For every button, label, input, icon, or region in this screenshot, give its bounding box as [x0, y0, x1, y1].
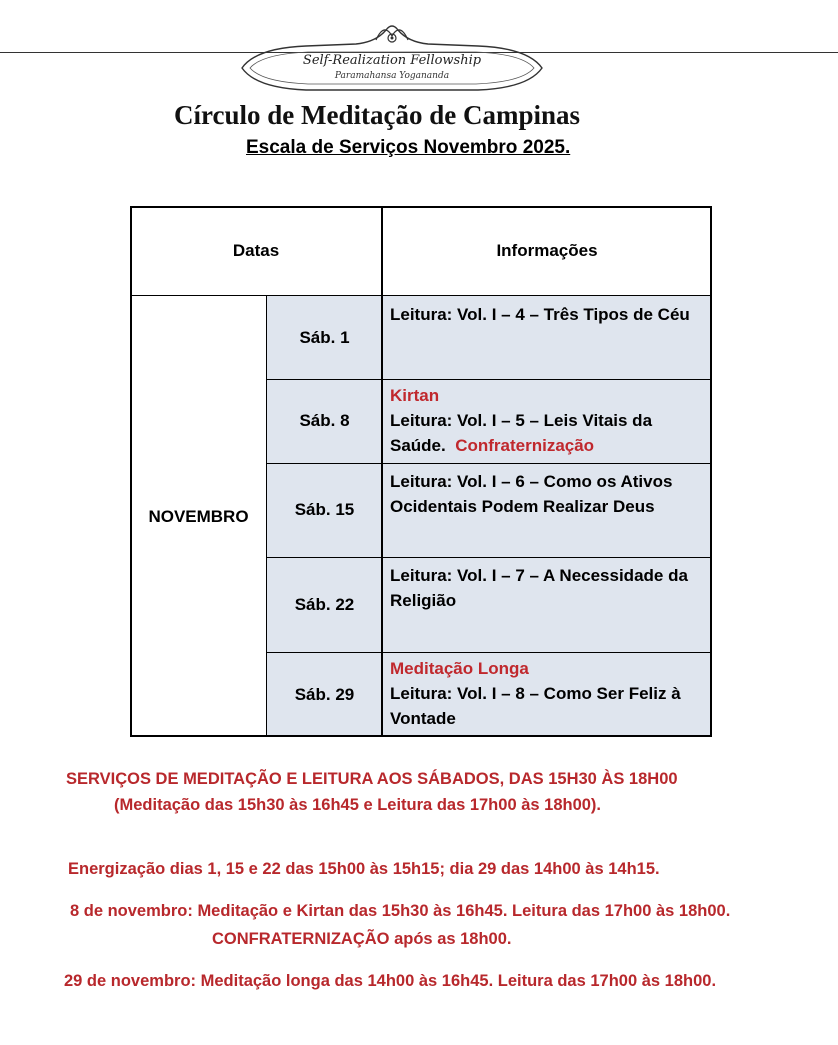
date-cell: Sáb. 29 [267, 652, 382, 737]
logo-org-name: Self-Realization Fellowship [302, 53, 482, 68]
note-services: SERVIÇOS DE MEDITAÇÃO E LEITURA AOS SÁBADOS, DAS 15H30 ÀS 18H00 [66, 770, 678, 788]
date-cell: Sáb. 22 [267, 557, 382, 652]
header-informacoes: Informações [496, 241, 598, 260]
table-border [267, 463, 712, 464]
info-cell [382, 463, 712, 557]
note-energizacao: Energização dias 1, 15 e 22 das 15h00 às 15h15; dia 29 das 14h00 às 14h15. [68, 860, 660, 878]
info-cell [382, 652, 712, 737]
extra-label: Confraternização [455, 436, 595, 455]
highlight-label: Kirtan [390, 386, 440, 405]
reading-text: Leitura: Vol. I – 7 – A Necessidade da Religião [390, 566, 688, 610]
table-border [266, 296, 267, 737]
note-nov-8: 8 de novembro: Meditação e Kirtan das 15h30 às 16h45. Leitura das 17h00 às 18h00. [70, 902, 731, 920]
srf-logo [236, 18, 548, 98]
table-border [130, 735, 712, 737]
page-subtitle: Escala de Serviços Novembro 2025. [246, 137, 571, 158]
note-services-detail: (Meditação das 15h30 às 16h45 e Leitura das 17h00 às 18h00). [114, 796, 601, 814]
info-cell [382, 296, 712, 379]
table-border [710, 206, 712, 737]
month-cell: NOVEMBRO [148, 506, 249, 526]
table-border [130, 295, 712, 296]
table-border [130, 206, 132, 737]
logo-signature: Paramahansa Yogananda [334, 71, 450, 81]
reading-text: Leitura: Vol. I – 5 – Leis Vitais da Saúde. [390, 411, 653, 455]
date-cell: Sáb. 15 [267, 463, 382, 557]
page-title: Círculo de Meditação de Campinas [174, 100, 580, 130]
table-border [267, 652, 712, 653]
date-cell: Sáb. 1 [267, 296, 382, 379]
note-confraternizacao: CONFRATERNIZAÇÃO após as 18h00. [212, 930, 512, 948]
table-border [267, 557, 712, 558]
reading-text: Leitura: Vol. I – 4 – Três Tipos de Céu [390, 305, 690, 324]
table-border [267, 379, 712, 380]
reading-text: Leitura: Vol. I – 6 – Como os Ativos Ocidentais Podem Realizar Deus [390, 472, 673, 516]
note-nov-29: 29 de novembro: Meditação longa das 14h00 às 16h45. Leitura das 17h00 às 18h00. [64, 972, 717, 990]
reading-text: Leitura: Vol. I – 8 – Como Ser Feliz à Vontade [390, 684, 681, 728]
info-cell [382, 379, 712, 463]
table-border [130, 206, 712, 208]
date-cell: Sáb. 8 [267, 379, 382, 463]
table-border [381, 206, 383, 737]
info-cell [382, 557, 712, 652]
header-datas: Datas [232, 241, 280, 260]
schedule-table [130, 206, 712, 737]
highlight-label: Meditação Longa [390, 659, 529, 678]
